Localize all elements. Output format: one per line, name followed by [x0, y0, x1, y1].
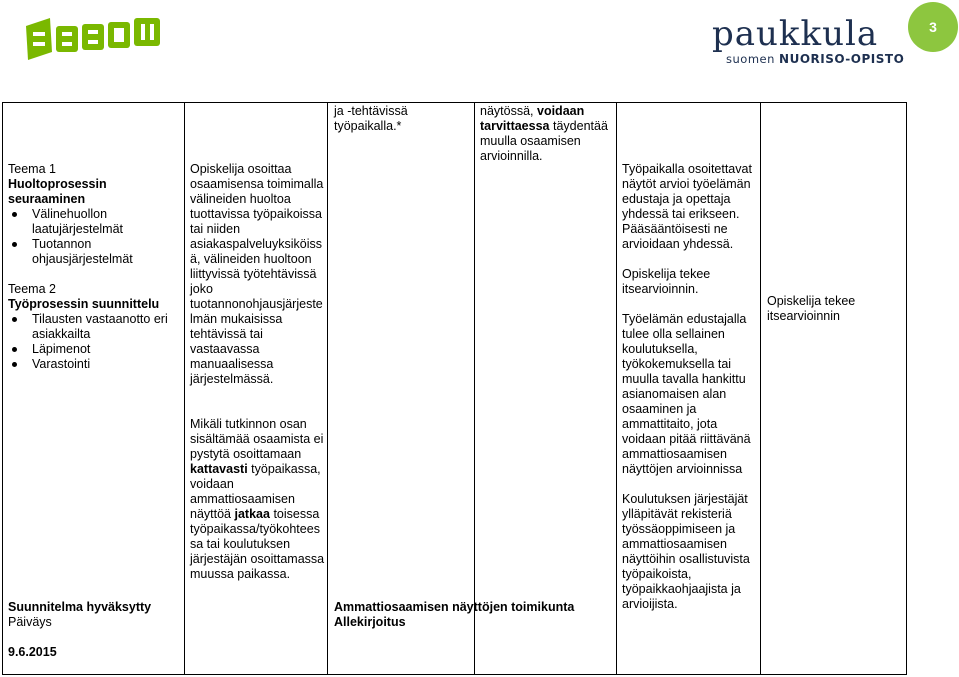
self-assessment-cell: Opiskelija tekee itsearvioinnin: [767, 294, 856, 323]
column-divider-2: [327, 102, 328, 675]
list-item: Tuotannon ohjausjärjestelmät: [8, 237, 180, 267]
column-divider-3: [474, 102, 475, 675]
column-divider-1: [184, 102, 185, 675]
plan-approved-label: Suunnitelma hyväksytty: [8, 600, 152, 614]
date-label: Päiväys: [8, 615, 52, 629]
date-value: 9.6.2015: [8, 645, 57, 659]
teema2-subtitle: Työprosessin suunnittelu: [8, 297, 160, 311]
demonstration-paragraph-2: Mikäli tutkinnon osan sisältämää osaamista ei pystytä osoittamaan kattavasti työpaikassa, voidaan ammattiosaamisen näyttöä jatkaa toisessa työpaikassa/työkohtees sa tai koulutuksen järjestäjän osoittamassa muussa paikassa.: [190, 417, 325, 581]
assessor-paragraph-1: Työpaikalla osoitettavat näytöt arvioi työelämän edustaja ja opettaja yhdessä tai erikseen. Pääsääntöisesti ne arvioidaan yhdessä.: [622, 162, 752, 251]
table-bottom-border: [2, 674, 907, 675]
committee-label: Ammattiosaamisen näyttöjen toimikunta: [334, 600, 575, 614]
column-divider-4: [616, 102, 617, 675]
assessor-info-cell: [622, 162, 758, 612]
teema1-title: Teema 1: [8, 162, 56, 176]
assessor-paragraph-2: Opiskelija tekee itsearvioinnin.: [622, 267, 711, 296]
workplace-tasks-cell: ja -tehtävissä työpaikalla.*: [334, 104, 408, 133]
signature-label: Allekirjoitus: [334, 615, 406, 629]
table-right-border: [906, 102, 907, 675]
paukkula-subtitle: suomen NUORISO-OPISTO: [726, 52, 905, 66]
teema1-list: [8, 207, 180, 267]
assessor-paragraph-4: Koulutuksen järjestäjät ylläpitävät rekisteriä työssäoppimiseen ja ammattiosaamisen näyttöihin osallistuvista työpaikoista, työpaikkaohjaajista ja arvioijista.: [622, 492, 750, 611]
assessment-supplement-cell: näytössä, voidaan tarvittaessa täydentää muulla osaamisen arvioinnilla.: [480, 104, 608, 163]
table-left-border: [2, 102, 3, 675]
page-number-badge: 3: [908, 2, 958, 52]
teema2-list: [8, 312, 180, 372]
list-item: Tilausten vastaanotto eri asiakkailta: [8, 312, 180, 342]
themes-cell: [8, 162, 180, 372]
teema2-title: Teema 2: [8, 282, 56, 296]
teema1-subtitle: Huoltoprosessin seuraaminen: [8, 177, 107, 206]
list-item: Välinehuollon laatujärjestelmät: [8, 207, 180, 237]
list-item: Varastointi: [8, 357, 180, 372]
assessor-paragraph-3: Työelämän edustajalla tulee olla sellainen koulutuksella, työkokemuksella tai muulla tavalla hankittu asianomaisen alan osaaminen ja ammattitaito, jota voidaan pitää riittävänä ammattiosaamisen näyttöjen arvioinnissa: [622, 312, 751, 476]
table-top-border: [2, 102, 907, 103]
column-divider-5: [760, 102, 761, 675]
demonstration-description-cell: [190, 162, 325, 582]
esedu-logo: [24, 12, 169, 64]
paukkula-logo: [712, 14, 905, 68]
paukkula-brand-text: paukkula: [712, 14, 879, 54]
list-item: Läpimenot: [8, 342, 180, 357]
demonstration-paragraph-1: Opiskelija osoittaa osaamisensa toimimalla välineiden huoltoa tuottavissa työpaikoissa tai niiden asiakaspalveluyksiköiss ä, välineiden huoltoon liittyvissä työtehtävissä joko tuotannonohjausjärjeste lmän mukaisissa tehtävissä tai vastaavassa manuaalisessa järjestelmässä.: [190, 162, 324, 386]
